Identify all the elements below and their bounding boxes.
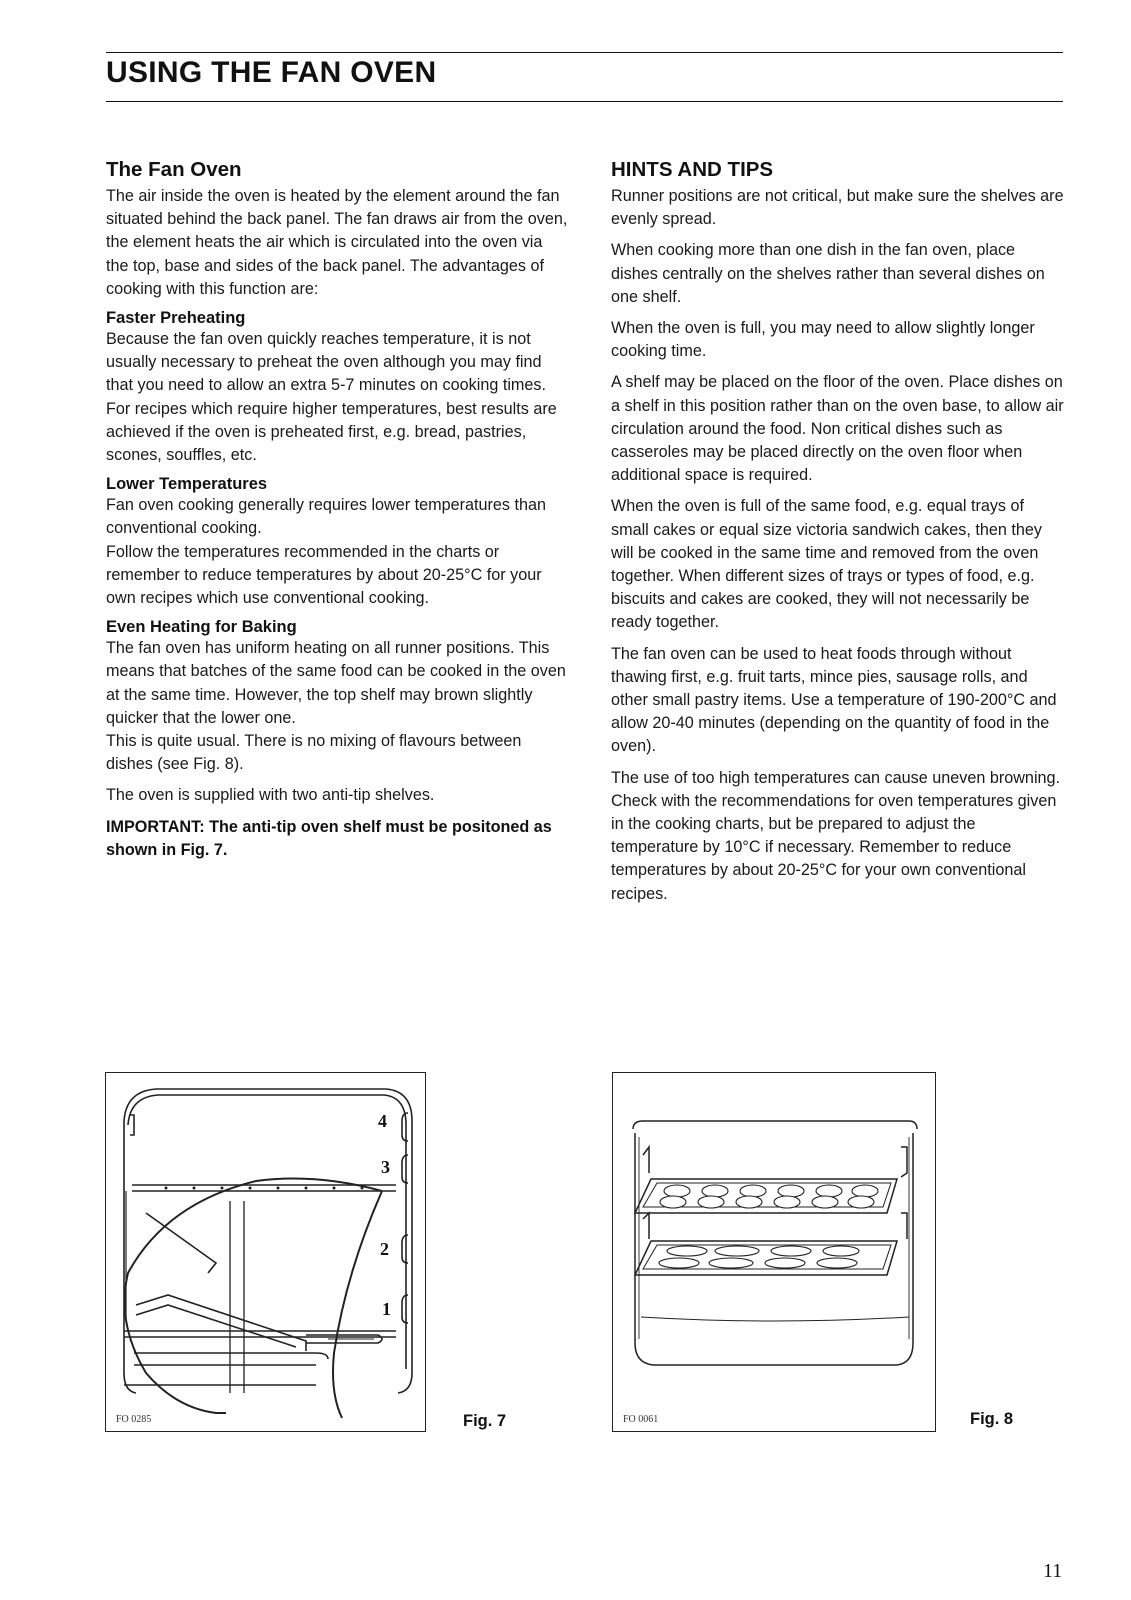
tip-runner-positions: Runner positions are not critical, but make sure the shelves are evenly spread. <box>611 187 1064 229</box>
important-note: IMPORTANT: The anti-tip oven shelf must be positoned as shown in Fig. 7. <box>106 817 552 859</box>
lower-temperatures-text-2: Follow the temperatures recommended in the charts or remember to reduce temperatures by about 20-25°C for your own recipes which use conventional cooking. <box>106 542 542 608</box>
runner-label-2: 2 <box>380 1239 389 1259</box>
tip-full-oven: When the oven is full, you may need to allow slightly longer cooking time. <box>611 319 1035 361</box>
fig8-caption: Fig. 8 <box>970 1410 1014 1428</box>
hints-tips-heading: HINTS AND TIPS <box>611 158 774 181</box>
runner-label-3: 3 <box>381 1157 390 1177</box>
fig7-illustration <box>105 1072 426 1432</box>
header-rule-top <box>106 52 1063 53</box>
faster-preheating-text: Because the fan oven quickly reaches temperature, it is not usually necessary to preheat the oven although you may find that you need to allow an extra 5-7 minutes on cooking times. For recipes which require higher temperatures, best results are achieved if the oven is preheated first, e.g. bread, pastries, scones, souffles, etc. <box>106 330 557 465</box>
fig8-code: FO 0061 <box>623 1414 659 1425</box>
faster-preheating-heading: Faster Preheating <box>106 309 246 328</box>
lower-temperatures-heading: Lower Temperatures <box>106 475 268 494</box>
right-column <box>611 158 1066 914</box>
runner-label-4: 4 <box>378 1111 387 1131</box>
page-title: USING THE FAN OVEN <box>106 56 437 89</box>
page-number: 11 <box>1043 1560 1063 1582</box>
fig8-illustration <box>612 1072 936 1432</box>
lower-temperatures-text-1: Fan oven cooking generally requires lower temperatures than conventional cooking. <box>106 496 547 538</box>
header-rule-bottom <box>106 101 1063 102</box>
fig8-full-oven-drawing <box>613 1073 935 1431</box>
tip-frozen-foods: The fan oven can be used to heat foods through without thawing first, e.g. fruit tarts, mince pies, sausage rolls, and other small pastry items. Use a temperature of 190-200°C and allow 20-40 minutes (depending on the quantity of food in the oven). <box>611 644 1057 756</box>
supplied-shelves-text: The oven is supplied with two anti-tip shelves. <box>106 786 435 805</box>
left-column <box>106 158 568 870</box>
runner-label-1: 1 <box>382 1299 391 1319</box>
even-heating-text-2: This is quite usual. There is no mixing of flavours between dishes (see Fig. 8). <box>106 732 522 774</box>
tip-oven-floor: A shelf may be placed on the floor of the oven. Place dishes on a shelf in this position rather than on the oven base, to allow air circulation around the food. Non critical dishes such as casseroles may be placed directly on the oven floor when additional space is required. <box>611 373 1064 485</box>
fig7-caption: Fig. 7 <box>463 1412 507 1430</box>
tip-multiple-dishes: When cooking more than one dish in the fan oven, place dishes centrally on the shelves rather than several dishes on one shelf. <box>611 241 1045 306</box>
even-heating-heading: Even Heating for Baking <box>106 618 297 637</box>
fig7-code: FO 0285 <box>116 1414 152 1425</box>
fan-oven-heading: The Fan Oven <box>106 158 242 181</box>
fan-oven-intro: The air inside the oven is heated by the element around the fan situated behind the back panel. The fan draws air from the oven, the element heats the air which is circulated into the oven via the top, base and sides of the back panel. The advantages of cooking with this function are: <box>106 187 568 298</box>
fig7-oven-shelf-drawing <box>106 1073 425 1431</box>
tip-same-food: When the oven is full of the same food, e.g. equal trays of small cakes or equal size victoria sandwich cakes, then they will be cooked in the same time and removed from the oven together. When different sizes of trays or types of food, e.g. biscuits and cakes are cooked, they will not necessarily be ready together. <box>611 497 1042 632</box>
even-heating-text-1: The fan oven has uniform heating on all runner positions. This means that batches of the same food can be cooked in the oven at the same time. However, the top shelf may brown slightly quicker that the lower one. <box>106 639 566 727</box>
tip-high-temperatures: The use of too high temperatures can cause uneven browning. Check with the recommendations for oven temperatures given in the cooking charts, but be prepared to adjust the temperature by 10°C if necessary. Remember to reduce temperatures by about 20-25°C for your own conventional recipes. <box>611 768 1061 903</box>
